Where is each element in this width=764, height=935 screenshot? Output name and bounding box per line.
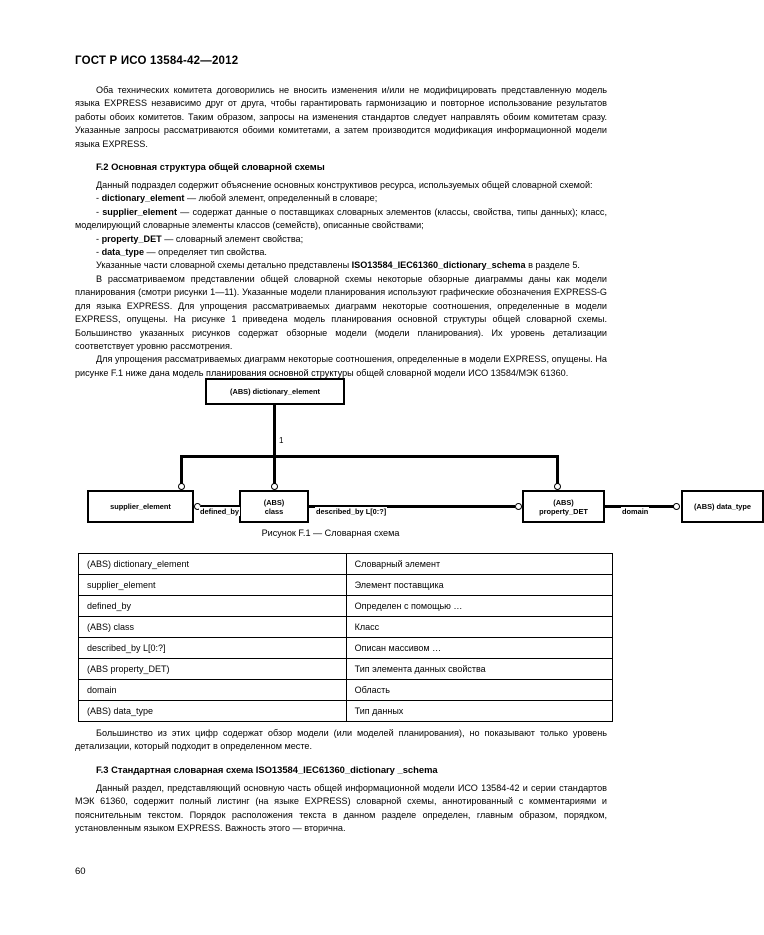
f3-preceding-paragraph: Большинство из этих цифр содержат обзор модели (или моделей планирования), но показывают только уровень детализации, который подходит в определенном месте.	[75, 728, 607, 752]
bullet-dictionary-element: - dictionary_element — любой элемент, определенный в словаре;	[96, 193, 378, 204]
schema-table-body	[79, 554, 613, 722]
diagram-circle-class	[271, 483, 278, 490]
table-cell-meaning: Описан массивом …	[346, 638, 612, 659]
table-row	[79, 575, 613, 596]
diagram-connector-stem	[273, 405, 276, 457]
diagram-drop-class	[273, 455, 276, 485]
diagram-edge-label-described-by: described_by L[0:?]	[316, 507, 387, 516]
diagram-box-supplier-element	[87, 490, 194, 523]
table-cell-term: (ABS) data_type	[79, 701, 347, 722]
table-cell-meaning: Класс	[346, 617, 612, 638]
diagram-box-label-property-name: property_DET	[539, 506, 588, 516]
bullet-term-data-type: data_type	[101, 247, 145, 258]
table-cell-term: supplier_element	[79, 575, 347, 596]
table-cell-term: defined_by	[79, 596, 347, 617]
table-cell-term: (ABS) dictionary_element	[79, 554, 347, 575]
f2-schema-note	[75, 259, 607, 272]
table-row	[79, 554, 613, 575]
diagram-edge-label-defined-by: defined_by	[200, 507, 240, 516]
table-row	[79, 701, 613, 722]
diagram-cardinality-label: 1	[279, 436, 284, 445]
diagram-box-label-supplier-element: supplier_element	[110, 502, 171, 511]
table-cell-term: described_by L[0:?]	[79, 638, 347, 659]
document-body-tail	[75, 727, 607, 835]
bullet-property-det: - property_DET — словарный элемент свойства;	[96, 233, 304, 244]
table-cell-term: domain	[79, 680, 347, 701]
document-body	[75, 84, 607, 380]
bullet-term-dictionary-element: dictionary_element	[101, 193, 185, 204]
f3-paragraph: Данный раздел, представляющий основную часть общей информационной модели ИСО 13584-42 и серии стандартов МЭК 61360, содержит полный листинг (на языке EXPRESS) словарной схемы, аннотированный с комментариями и пояснительным текстом. Порядок расположения текста в данном разделе определен, главным образом, порядком, установленным языком EXPRESS. Важность этого — вторична.	[75, 782, 607, 834]
page-header-standard-title: ГОСТ Р ИСО 13584-42—2012	[75, 55, 239, 67]
table-cell-term: (ABS property_DET)	[79, 659, 347, 680]
table-row	[79, 596, 613, 617]
diagram-box-label-data-type: (ABS) data_type	[693, 502, 752, 511]
express-g-diagram	[75, 370, 752, 525]
diagram-box-dictionary-element	[205, 378, 345, 405]
page-number: 60	[75, 866, 86, 877]
note-schema-name: ISO13584_IEC61360_dictionary_schema	[351, 260, 526, 271]
heading-f3: F.3 Стандартная словарная схема ISO13584_IEC61360_dictionary _schema	[96, 763, 438, 775]
diagram-circle-property	[554, 483, 561, 490]
bullet-supplier-element: - supplier_element — содержат данные о поставщиках словарных элементов (классы, свойства, типы данных); класс, моделирующий словарные элементы классов (семейств), описанные свойствами;	[75, 206, 607, 231]
diagram-box-class	[239, 490, 309, 523]
table-row	[79, 659, 613, 680]
bullet-text-supplier-element: — содержат данные о поставщиках словарных элементов (классы, свойства, типы данных); класс, моделирующий словарные элементы классов (семейств), описанные свойствами;	[75, 206, 607, 231]
diagram-circle-described-by	[515, 503, 522, 510]
bullet-term-property-det: property_DET	[101, 233, 162, 244]
bullet-text-dictionary-element: — любой элемент, определенный в словаре;	[184, 193, 378, 204]
table-cell-meaning: Тип элемента данных свойства	[346, 659, 612, 680]
table-cell-meaning: Элемент поставщика	[346, 575, 612, 596]
diagram-edge-label-domain: domain	[622, 507, 649, 516]
figure-caption: Рисунок F.1 — Словарная схема	[261, 528, 400, 538]
diagram-drop-property	[556, 455, 559, 485]
diagram-box-label-class-abs: (ABS)	[263, 497, 285, 507]
note-suffix: в разделе 5.	[525, 260, 580, 271]
note-prefix: Указанные части словарной схемы детально представлены	[96, 260, 352, 271]
heading-f2: F.2 Основная структура общей словарной схемы	[96, 161, 325, 173]
diagram-box-property-det	[522, 490, 605, 523]
table-row	[79, 617, 613, 638]
diagram-circle-supplier	[178, 483, 185, 490]
diagram-box-data-type	[681, 490, 764, 523]
bullet-text-property-det: — словарный элемент свойства;	[161, 233, 304, 244]
diagram-box-label-dictionary-element: (ABS) dictionary_element	[230, 387, 320, 396]
table-cell-meaning: Область	[346, 680, 612, 701]
diagram-box-label-property-abs: (ABS)	[553, 497, 574, 507]
table-cell-meaning: Словарный элемент	[346, 554, 612, 575]
bullet-term-supplier-element: supplier_element	[102, 206, 178, 217]
f2-paragraph-2: В рассматриваемом представлении общей словарной схемы некоторые обзорные диаграммы даны как модели планирования (смотри рисунки 1—11). Указанные модели планирования используют графические обозначения EXPRESS-G для языка EXPRESS. Для упрощения рассматриваемых диаграмм некоторые соотношения, определенные в модели EXPRESS, опущены. На рисунке 1 приведена модель планирования основной структуры общей словарной схемы. Большинство указанных рисунков содержат обзорные модели (модели планирования). Их уровень детализации соответствует уровню рассмотрения.	[75, 273, 607, 351]
intro-paragraph: Оба технических комитета договорились не вносить изменения и/или не модифицировать представленную модель языка EXPRESS независимо друг от друга, чтобы гарантировать гармонизацию и повторное использование результатов работы обоих комитетов. Таким образом, запросы на изменения стандартов следует направлять обоим комитетам сразу. Указанные запросы рассматриваются обоими комитетами, а затем производится модификация информационной модели языка EXPRESS.	[75, 85, 607, 149]
table-cell-term: (ABS) class	[79, 617, 347, 638]
table-cell-meaning: Определен с помощью …	[346, 596, 612, 617]
table-row	[79, 638, 613, 659]
bullet-text-data-type: — определяет тип свойства.	[144, 247, 267, 258]
table-cell-meaning: Тип данных	[346, 701, 612, 722]
f2-paragraph-3: Для упрощения рассматриваемых диаграмм некоторые соотношения, определенные в модели EXPRESS, опущены. На рисунке F.1 ниже дана модель планирования основной структуры общей словарной модели ИСО 13584/МЭК 61360.	[75, 354, 607, 378]
schema-terms-table	[78, 553, 613, 722]
f2-lead-paragraph: Данный подраздел содержит объяснение основных конструктивов ресурса, используемых общей словарной схемой:	[96, 180, 593, 191]
bullet-data-type: - data_type — определяет тип свойства.	[96, 247, 267, 258]
diagram-circle-domain	[673, 503, 680, 510]
diagram-drop-supplier	[180, 455, 183, 485]
diagram-box-label-class-name: class	[264, 506, 284, 516]
diagram-connector-bus	[180, 455, 559, 458]
table-row	[79, 680, 613, 701]
